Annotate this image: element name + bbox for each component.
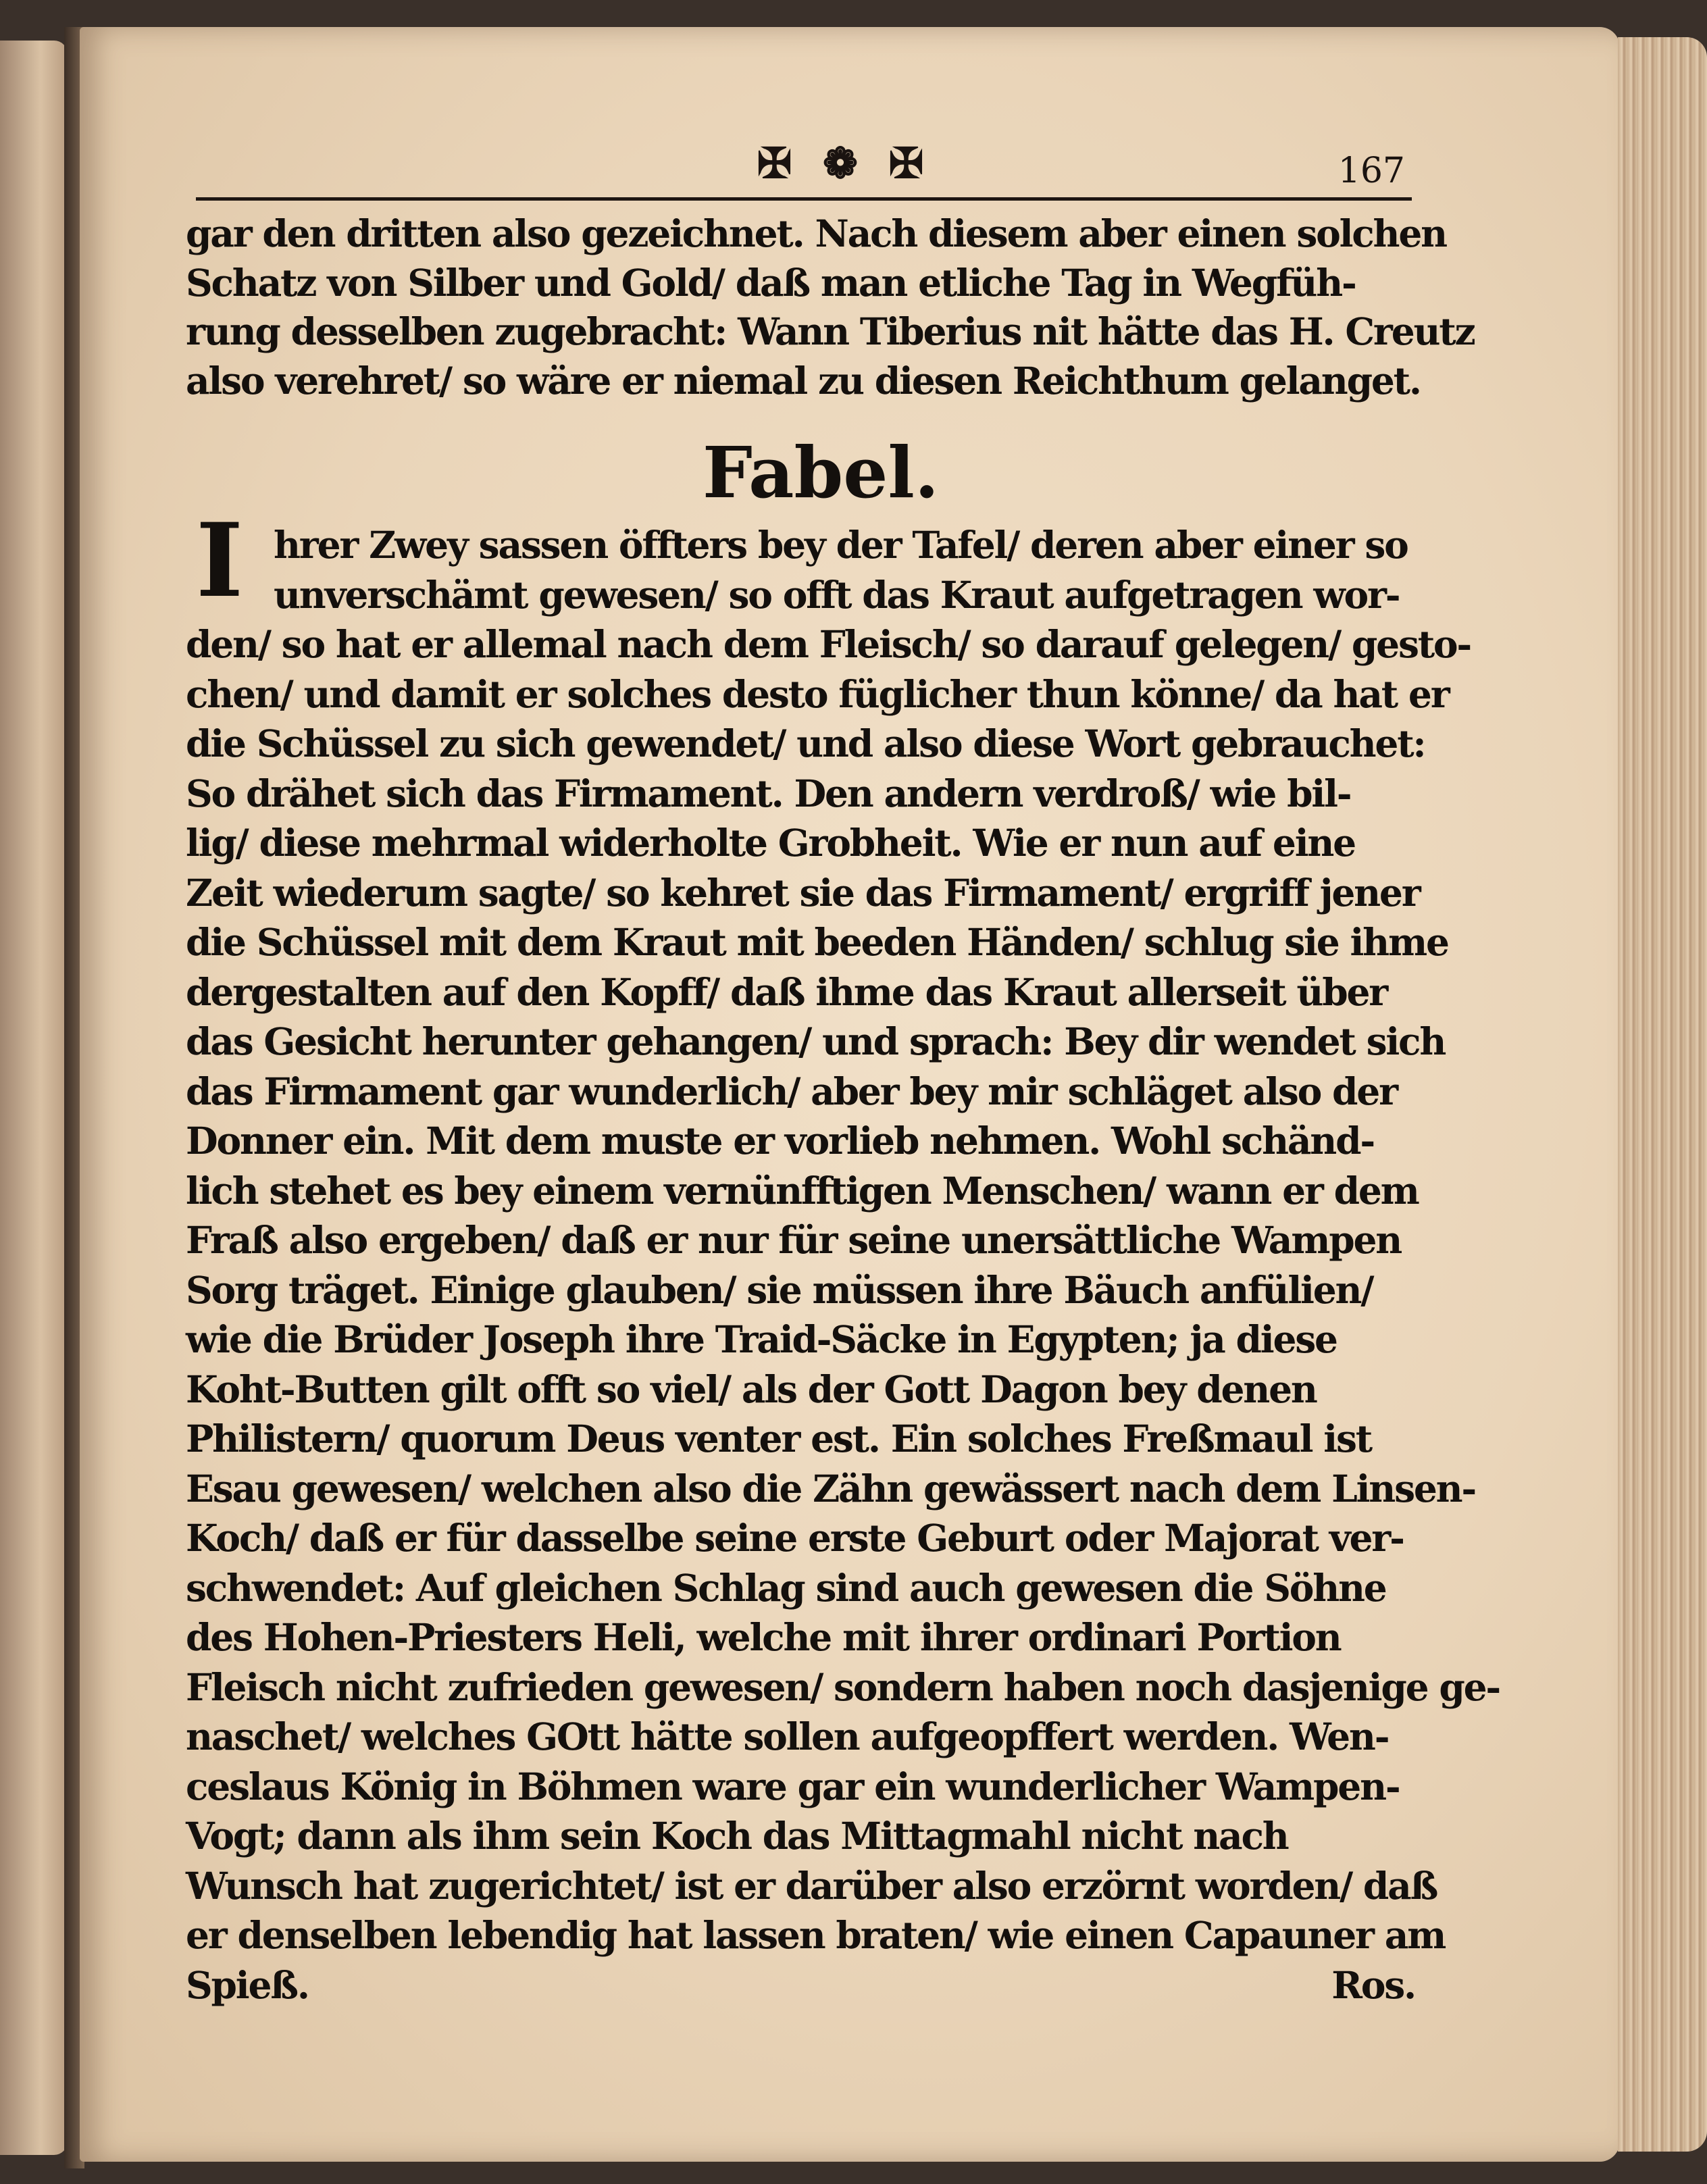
text-line: Wunsch hat zugerichtet/ ist er darüber also erzörnt worden/ daß <box>186 1863 1437 1908</box>
top-paragraph <box>186 209 1475 405</box>
text-line: die Schüssel mit dem Kraut mit beeden Händen/ schlug sie ihme <box>186 920 1448 964</box>
last-line-text: Spieß. <box>186 1962 309 2007</box>
page-stack-edges <box>1618 37 1707 2152</box>
text-line: gar den dritten also gezeichnet. Nach diesem aber einen solchen <box>186 211 1446 255</box>
text-line: Esau gewesen/ welchen also die Zähn gewässert nach dem Linsen- <box>186 1466 1476 1510</box>
text-line: unverschämt gewesen/ so offt das Kraut aufgetragen wor- <box>274 572 1400 617</box>
section-title: Fabel. <box>703 431 940 514</box>
text-line: des Hohen-Priesters Heli, welche mit ihrer ordinari Portion <box>186 1615 1341 1659</box>
text-line: Sorg träget. Einige glauben/ sie müssen ihre Bäuch anfülien/ <box>186 1267 1373 1312</box>
text-line: naschet/ welches GOtt hätte sollen aufgeopffert werden. Wen- <box>186 1715 1389 1758</box>
text-line: lig/ diese mehrmal widerholte Grobheit. Wie er nun auf eine <box>186 821 1355 865</box>
facing-page-edge <box>0 41 68 2155</box>
text-line: lich stehet es bey einem vernünfftigen Menschen/ wann er dem <box>186 1168 1419 1213</box>
header-rule <box>196 197 1412 201</box>
text-line: Philistern/ quorum Deus venter est. Ein solches Freßmaul ist <box>186 1417 1371 1461</box>
text-line: Koht-Butten gilt offt so viel/ als der Gott Dagon bey denen <box>186 1367 1317 1411</box>
text-line: das Firmament gar wunderlich/ aber bey mir schläget also der <box>186 1069 1397 1113</box>
text-line: das Gesicht herunter gehangen/ und sprach: Bey dir wendet sich <box>186 1019 1446 1063</box>
text-line: wie die Brüder Joseph ihre Traid-Säcke in Egypten; ja diese <box>186 1317 1337 1361</box>
text-line: Schatz von Silber und Gold/ daß man etliche Tag in Wegfüh- <box>186 260 1356 305</box>
text-line: Fleisch nicht zufrieden gewesen/ sondern haben noch dasjenige ge- <box>186 1665 1500 1709</box>
text-line: Koch/ daß er für dasselbe seine erste Geburt oder Majorat ver- <box>186 1516 1404 1560</box>
fabel-paragraph <box>186 520 1500 2010</box>
text-line: chen/ und damit er solches desto füglicher thun könne/ da hat er <box>186 671 1449 716</box>
text-line: er denselben lebendig hat lassen braten/ wie einen Capauner am <box>186 1913 1446 1957</box>
ornament-icon: ✠ ❁ ✠ <box>757 138 932 188</box>
page-number: 167 <box>1337 151 1405 191</box>
text-line: hrer Zwey sassen öffters bey der Tafel/ deren aber einer so <box>274 523 1408 567</box>
text-line: Fraß also ergeben/ daß er nur für seine unersättliche Wampen <box>186 1218 1402 1262</box>
text-line: Zeit wiederum sagte/ so kehret sie das Firmament/ ergriff jener <box>186 870 1420 915</box>
text-line: ceslaus König in Böhmen ware gar ein wunderlicher Wampen- <box>186 1764 1400 1808</box>
text-line: dergestalten auf den Kopff/ daß ihme das Kraut allerseit über <box>186 969 1387 1014</box>
text-line: die Schüssel zu sich gewendet/ und also diese Wort gebrauchet: <box>186 721 1425 765</box>
text-line: schwendet: Auf gleichen Schlag sind auch gewesen die Söhne <box>186 1565 1386 1610</box>
text-line: So drähet sich das Firmament. Den andern verdroß/ wie bil- <box>186 771 1351 815</box>
text-line: Donner ein. Mit dem muste er vorlieb nehmen. Wohl schänd- <box>186 1119 1374 1163</box>
text-line: also verehret/ so wäre er niemal zu diesen Reichthum gelanget. <box>186 358 1421 403</box>
text-line <box>186 1960 1415 2010</box>
text-line: Vogt; dann als ihm sein Koch das Mittagmahl nicht nach <box>186 1814 1288 1858</box>
running-head <box>196 138 1405 193</box>
text-line: den/ so hat er allemal nach dem Fleisch/ so darauf gelegen/ gesto- <box>186 622 1471 666</box>
text-line: rung desselben zugebracht: Wann Tiberius nit hätte das H. Creutz <box>186 309 1475 354</box>
catchword: Ros. <box>1331 1962 1415 2007</box>
drop-cap: I <box>196 501 244 620</box>
